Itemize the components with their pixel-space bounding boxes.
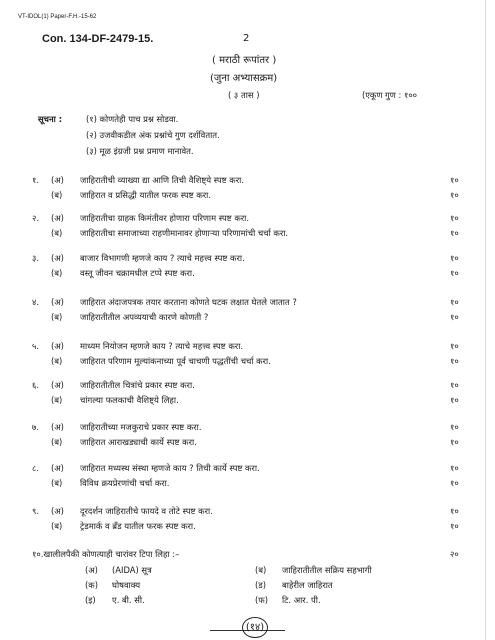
- question-text: जाहिरात मध्यस्थ संस्था म्हणजे काय ? तिची कार्ये स्पष्ट करा.: [80, 463, 260, 473]
- question-text: वस्तू जीवन चक्रामधील टप्पे स्पष्ट करा.: [80, 268, 195, 278]
- option-text: घोषवाक्य: [112, 580, 141, 590]
- part-label: (ब): [51, 521, 63, 531]
- con-code: Con. 134-DF-2479-15.: [42, 33, 154, 45]
- question-text: जाहिरात व प्रसिद्धी यातील फरक स्पष्ट करा.: [80, 190, 212, 200]
- option-label: (इ): [85, 595, 96, 605]
- question-number: ८.: [32, 463, 40, 473]
- part-label: (ब): [51, 228, 63, 238]
- part-label: (ब): [51, 356, 63, 366]
- question-text: जाहिरातीतील चित्रांचे प्रकार स्पष्ट करा.: [80, 380, 195, 390]
- question-text: जाहिरातीची व्याख्या द्या आणि तिची वैशिष्ट्ये स्पष्ट करा.: [80, 175, 244, 185]
- part-label: (अ): [51, 175, 64, 185]
- question-number: १.: [32, 175, 40, 185]
- paper-reference: VT-IDOL(1) Paper-F.H.-15-62: [18, 14, 97, 20]
- question-marks: १०: [450, 506, 459, 516]
- question-marks: २०: [450, 549, 459, 559]
- part-label: (अ): [51, 341, 64, 351]
- question-marks: १०: [450, 268, 459, 278]
- question-marks: १०: [450, 175, 459, 185]
- part-label: (ब): [51, 268, 63, 278]
- question-marks: १०: [450, 228, 459, 238]
- scan-edge: [485, 0, 486, 640]
- question-text: ट्रेडमार्क व ब्रँड यातील फरक स्पष्ट करा.: [80, 521, 196, 531]
- part-label: (अ): [51, 380, 64, 390]
- question-number: ३.: [32, 253, 40, 263]
- question-text: दूरदर्शन जाहिरातीचे फायदे व तोटे स्पष्ट करा.: [80, 506, 213, 516]
- question-text: माध्यम नियोजन म्हणजे काय ? त्याचे महत्त्व स्पष्ट करा.: [80, 341, 244, 351]
- part-label: (अ): [51, 213, 64, 223]
- question-text: चांगल्या फलकाची वैशिष्ट्ये लिहा.: [80, 395, 179, 405]
- question-number: ५.: [32, 341, 40, 351]
- option-label: (फ): [255, 595, 268, 605]
- part-label: (ब): [51, 312, 63, 322]
- question-marks: १०: [450, 395, 459, 405]
- question-10-text: [32, 549, 179, 560]
- option-text: टि. आर. पी.: [282, 595, 321, 605]
- option-text: बाहेरील जाहिरात: [282, 580, 333, 590]
- question-marks: १०: [450, 253, 459, 263]
- part-label: (अ): [51, 253, 64, 263]
- question-marks: १०: [450, 356, 459, 366]
- part-label: (ब): [51, 437, 63, 447]
- footer-page-mark: (१४): [242, 617, 268, 638]
- question-marks: १०: [450, 380, 459, 390]
- question-number: ६.: [32, 380, 40, 390]
- option-label: (ब): [255, 565, 267, 575]
- question-text: जाहिरात आराखड्याची कार्ये स्पष्ट करा.: [80, 437, 197, 447]
- part-label: (अ): [51, 297, 64, 307]
- part-label: (अ): [51, 463, 64, 473]
- question-text: विविध क्रयप्रेरणांची चर्चा करा.: [80, 478, 170, 488]
- question-text: जाहिरात परिणाम मूल्यांकनाच्या पूर्व चाचणी पद्धतींची चर्चा करा.: [80, 356, 271, 366]
- question-number: ९.: [32, 506, 40, 516]
- total-marks: (एकूण गुण : १००: [362, 90, 418, 100]
- question-number: ४.: [32, 297, 40, 307]
- instruction-item: (१) कोणतेही पाच प्रश्न सोडवा.: [86, 114, 179, 124]
- option-label: (अ): [85, 565, 98, 575]
- instruction-item: (२) उजवीकडील अंक प्रश्नांचे गुण दर्शवितात.: [86, 130, 220, 140]
- question-text: जाहिरातीचा समाजाच्या राहणीमानावर होणाऱ्या परिणामांची चर्चा करा.: [80, 228, 289, 238]
- page-number: 2: [243, 33, 250, 44]
- question-text: जाहिरातीचा ग्राहक किमंतीवर होणारा परिणाम स्पष्ट करा.: [80, 213, 250, 223]
- question-marks: १०: [450, 463, 459, 473]
- question-marks: १०: [450, 297, 459, 307]
- question-text: खालीलपैकी कोणत्याही चारांवर टिपा लिहा :–: [43, 549, 180, 559]
- part-label: (ब): [51, 395, 63, 405]
- question-marks: १०: [450, 478, 459, 488]
- part-label: (अ): [51, 506, 64, 516]
- option-label: (ड): [255, 580, 267, 590]
- question-number: १०.: [32, 549, 44, 559]
- instruction-item: (३) मूळ इंग्रजी प्रश्न प्रमाण मानावेत.: [86, 146, 194, 156]
- option-text: जाहिरातीतील सक्रिय सहभागी: [282, 565, 372, 575]
- question-number: ७.: [32, 422, 40, 432]
- question-marks: १०: [450, 190, 459, 200]
- question-marks: १०: [450, 521, 459, 531]
- option-text: ए. बी. सी.: [112, 595, 145, 605]
- page-title: ( मराठी रूपांतर ): [212, 55, 277, 66]
- exam-duration: ( ३ तास ): [228, 90, 260, 100]
- option-label: (क): [85, 580, 98, 590]
- question-marks: १०: [450, 312, 459, 322]
- question-text: बाजार विभागणी म्हणजे काय ? त्याचे महत्त्व स्पष्ट करा.: [80, 253, 245, 263]
- instructions-label: सूचना :: [38, 114, 63, 124]
- part-label: (ब): [51, 190, 63, 200]
- part-label: (ब): [51, 478, 63, 488]
- question-text: जाहिरातीच्या मजकुराचे प्रकार स्पष्ट करा.: [80, 422, 202, 432]
- option-text: (AIDA) सूत्र: [112, 565, 152, 575]
- question-marks: १०: [450, 422, 459, 432]
- question-text: जाहिरात अंदाजपत्रक तयार करताना कोणते घटक लक्षात घेतले जातात ?: [80, 297, 297, 307]
- part-label: (अ): [51, 422, 64, 432]
- question-marks: १०: [450, 341, 459, 351]
- syllabus-subtitle: (जुना अभ्यासक्रम): [210, 73, 278, 84]
- question-text: जाहिरातीतील अपव्ययाची कारणे कोणती ?: [80, 312, 209, 322]
- question-marks: १०: [450, 437, 459, 447]
- question-number: २.: [32, 213, 40, 223]
- question-marks: १०: [450, 213, 459, 223]
